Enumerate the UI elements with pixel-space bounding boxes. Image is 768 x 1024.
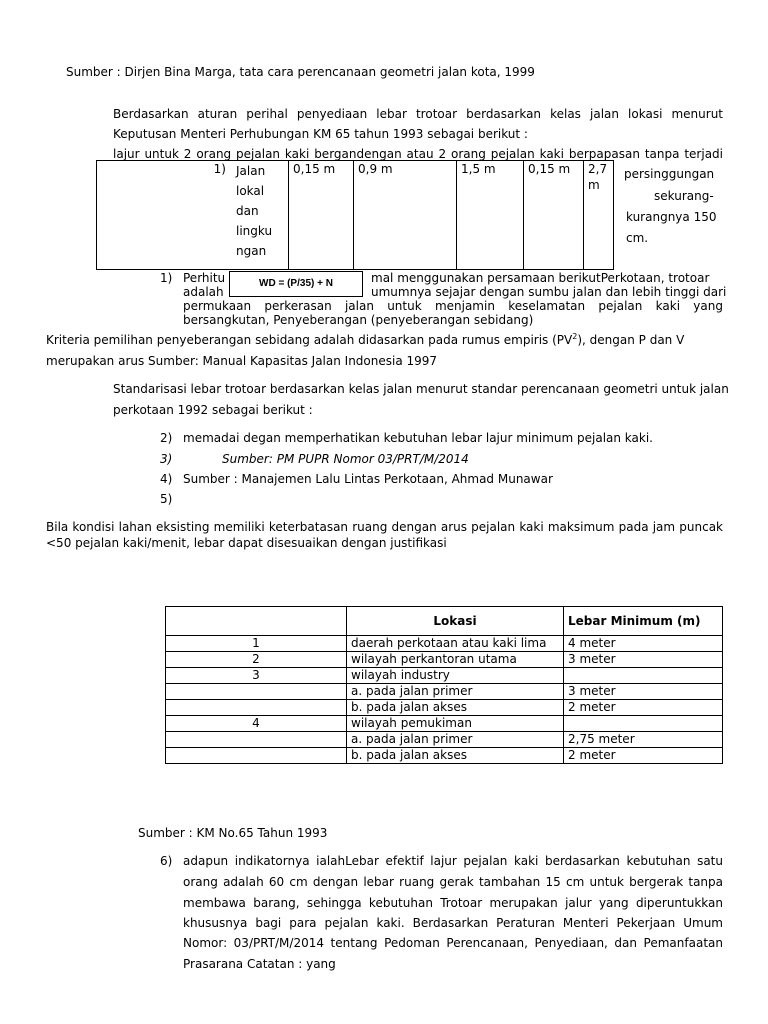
table-cell: 2,7 m bbox=[584, 161, 614, 270]
list-item: Sumber: PM PUPR Nomor 03/PRT/M/2014 bbox=[222, 452, 469, 466]
min-width-table bbox=[165, 606, 723, 764]
formula-box: WD = (P/35) + N bbox=[229, 271, 363, 297]
paragraph-line: lajur untuk 2 orang pejalan kaki bergandengan atau 2 orang pejalan kaki berpapasan tanpa terjadi bbox=[113, 147, 723, 161]
source-line: Sumber : KM No.65 Tahun 1993 bbox=[138, 826, 328, 840]
table-row: 4 wilayah pemukiman bbox=[166, 716, 723, 732]
list-number: 1) bbox=[160, 271, 173, 285]
paragraph-line: Bila kondisi lahan eksisting memiliki keterbatasan ruang dengan arus pejalan kaki maksimum pada jam puncak bbox=[46, 520, 723, 534]
list-number: 6) bbox=[160, 854, 173, 868]
paragraph-line: merupakan arus Sumber: Manual Kapasitas Jalan Indonesia 1997 bbox=[46, 354, 438, 368]
table-header: Lebar Minimum (m) bbox=[564, 607, 723, 636]
paragraph-line: membawa barang, sehingga kebutuhan Trotoar merupakan jalur yang diperuntukkan bbox=[183, 896, 723, 910]
table-row: b. pada jalan akses 2 meter bbox=[166, 700, 723, 716]
paragraph-line: perkotaan 1992 sebagai berikut : bbox=[113, 403, 313, 417]
side-text: persinggungan bbox=[624, 167, 715, 181]
table-cell: 0,15 m bbox=[289, 161, 354, 270]
paragraph-line: bersangkutan, Penyeberangan (penyeberangan sebidang) bbox=[183, 313, 534, 327]
width-table bbox=[96, 160, 614, 270]
paragraph-line: khususnya bagi para pejalan kaki. Berdasarkan Peraturan Menteri Pekerjaan Umum bbox=[183, 916, 723, 930]
paragraph-line: Prasarana Catatan : yang bbox=[183, 957, 336, 971]
table-header: Lokasi bbox=[347, 607, 564, 636]
side-text: kurangnya 150 bbox=[626, 210, 717, 224]
table-row: 2 wilayah perkantoran utama 3 meter bbox=[166, 652, 723, 668]
table-row: b. pada jalan akses 2 meter bbox=[166, 748, 723, 764]
paragraph-line: umumnya sejajar dengan sumbu jalan dan lebih tinggi dari bbox=[371, 285, 727, 299]
paragraph-line: mal menggunakan persamaan berikutPerkotaan, trotoar bbox=[371, 271, 710, 285]
table-header bbox=[166, 607, 347, 636]
list-item: Sumber : Manajemen Lalu Lintas Perkotaan, Ahmad Munawar bbox=[183, 472, 553, 486]
paragraph-line: Berdasarkan aturan perihal penyediaan lebar trotoar berdasarkan kelas jalan lokasi menurut bbox=[113, 107, 723, 121]
table-cell: 0,15 m bbox=[524, 161, 584, 270]
paragraph-line: Kriteria pemilihan penyeberangan sebidang adalah didasarkan pada rumus empiris $(PV^2)$, dengan P dan V bbox=[46, 332, 685, 347]
list-number: 2) bbox=[160, 431, 173, 445]
paragraph-line: permukaan perkerasan jalan untuk menjamin keselamatan pejalan kaki yang bbox=[183, 299, 723, 313]
list-number: 4) bbox=[160, 472, 173, 486]
table-row: a. pada jalan primer 2,75 meter bbox=[166, 732, 723, 748]
paragraph-line: adapun indikatornya ialahLebar efektif lajur pejalan kaki berdasarkan kebutuhan satu bbox=[183, 854, 723, 868]
paragraph-line: Perhitu bbox=[183, 271, 226, 285]
table-cell: 1,5 m bbox=[457, 161, 524, 270]
paragraph-line: adalah bbox=[183, 285, 224, 299]
paragraph-line: <50 pejalan kaki/menit, lebar dapat disesuaikan dengan justifikasi bbox=[46, 536, 447, 550]
table-row: 1 daerah perkotaan atau kaki lima 4 meter bbox=[166, 636, 723, 652]
side-text: cm. bbox=[626, 231, 649, 245]
table-row: 3 wilayah industry bbox=[166, 668, 723, 684]
paragraph-line: orang adalah 60 cm dengan lebar ruang gerak tambahan 15 cm untuk bergerak tanpa bbox=[183, 875, 723, 889]
source-line: Sumber : Dirjen Bina Marga, tata cara perencanaan geometri jalan kota, 1999 bbox=[66, 65, 535, 79]
table-cell: 0,9 m bbox=[354, 161, 457, 270]
paragraph-line: Keputusan Menteri Perhubungan KM 65 tahun 1993 sebagai berikut : bbox=[113, 127, 528, 141]
road-type-cell: Jalan lokal dan lingku ngan bbox=[232, 161, 289, 270]
list-number: 3) bbox=[160, 452, 173, 466]
table-row: a. pada jalan primer 3 meter bbox=[166, 684, 723, 700]
list-number: 5) bbox=[160, 492, 173, 506]
side-text: sekurang- bbox=[654, 189, 714, 203]
paragraph-line: Nomor: 03/PRT/M/2014 tentang Pedoman Perencanaan, Penyediaan, dan Pemanfaatan bbox=[183, 936, 723, 950]
list-item: memadai degan memperhatikan kebutuhan lebar lajur minimum pejalan kaki. bbox=[183, 431, 653, 445]
table-row-number: 1) bbox=[97, 161, 233, 270]
paragraph-line: Standarisasi lebar trotoar berdasarkan kelas jalan menurut standar perencanaan geometri untuk jalan bbox=[113, 382, 729, 396]
